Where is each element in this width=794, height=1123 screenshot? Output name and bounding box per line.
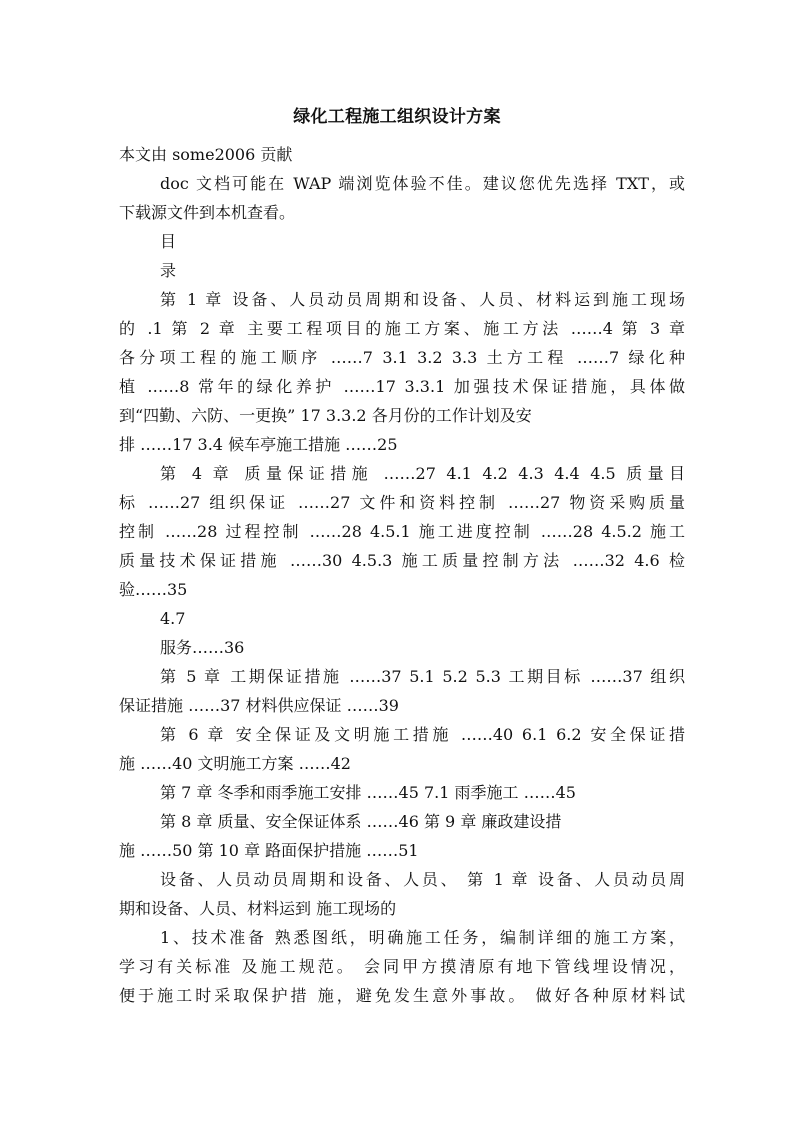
text-line: 到“四勤、六防、一更换” 17 3.3.2 各月份的工作计划及安 — [119, 406, 532, 425]
text-line: 第 8 章 质量、安全保证体系 ……46 第 9 章 廉政建设措 — [160, 812, 562, 831]
text-line: 施 ……40 文明施工方案 ……42 — [119, 754, 351, 773]
text-line: 期和设备、人员、材料运到 施工现场的 — [119, 899, 397, 918]
text-line: doc 文档可能在 WAP 端浏览体验不佳。建议您优先选择 TXT，或 — [160, 174, 685, 193]
text-line: 第 7 章 冬季和雨季施工安排 ……45 7.1 雨季施工 ……45 — [160, 783, 576, 802]
text-line: 控制 ……28 过程控制 ……28 4.5.1 施工进度控制 ……28 4.5.2 施工 — [119, 522, 685, 541]
text-line: 质量技术保证措施 ……30 4.5.3 施工质量控制方法 ……32 4.6 检 — [119, 551, 685, 570]
text-line: 第 6 章 安全保证及文明施工措施 ……40 6.1 6.2 安全保证措 — [160, 725, 685, 744]
text-line: 植 ……8 常年的绿化养护 ……17 3.3.1 加强技术保证措施，具体做 — [119, 377, 685, 396]
text-line: 施 ……50 第 10 章 路面保护措施 ……51 — [119, 841, 419, 860]
text-line: 第 1 章 设备、人员动员周期和设备、人员、材料运到施工现场 — [160, 290, 685, 309]
text-line: 设备、人员动员周期和设备、人员、 第 1 章 设备、人员动员周 — [160, 870, 685, 889]
document-title: 绿化工程施工组织设计方案 — [293, 107, 501, 127]
text-line: 便于施工时采取保护措 施，避免发生意外事故。 做好各种原材料试 — [119, 986, 685, 1005]
text-line: 学习有关标准 及施工规范。 会同甲方摸清原有地下管线埋设情况， — [119, 957, 685, 976]
text-line: 服务……36 — [160, 638, 245, 657]
text-line: 的 .1 第 2 章 主要工程项目的施工方案、施工方法 ……4 第 3 章 — [119, 319, 685, 338]
toc-heading-part: 录 — [160, 261, 177, 280]
text-line: 验……35 — [119, 580, 188, 599]
text-line: 下载源文件到本机查看。 — [119, 203, 296, 222]
text-line: 1、技术准备 熟悉图纸，明确施工任务，编制详细的施工方案， — [160, 928, 685, 947]
text-line: 第 5 章 工期保证措施 ……37 5.1 5.2 5.3 工期目标 ……37 组织 — [160, 667, 685, 686]
text-line: 第 4 章 质量保证措施 ……27 4.1 4.2 4.3 4.4 4.5 质量目 — [160, 464, 685, 483]
toc-heading-part: 目 — [160, 232, 177, 251]
text-line: 本文由 some2006 贡献 — [119, 145, 293, 164]
text-line: 排 ……17 3.4 候车亭施工措施 ……25 — [119, 435, 398, 454]
text-line: 保证措施 ……37 材料供应保证 ……39 — [119, 696, 399, 715]
text-line: 4.7 — [160, 609, 186, 628]
text-line: 标 ……27 组织保证 ……27 文件和资料控制 ……27 物资采购质量 — [119, 493, 685, 512]
text-line: 各分项工程的施工顺序 ……7 3.1 3.2 3.3 土方工程 ……7 绿化种 — [119, 348, 685, 367]
